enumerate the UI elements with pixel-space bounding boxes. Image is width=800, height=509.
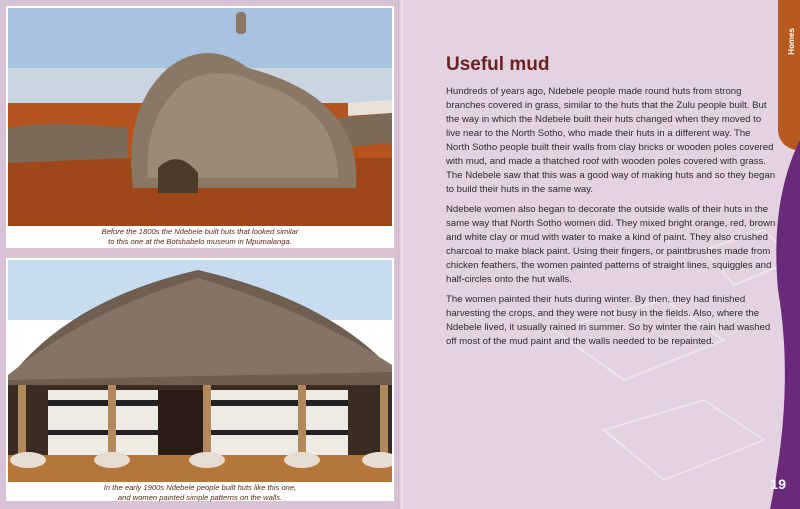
paragraph-2: Ndebele women also began to decorate the outside walls of their huts in the same way that North Sotho women did. They mixed bright orange, red, brown and white clay or mud with water to make a kind of paint. They also crushed charcoal to make black paint. Using their fingers, or paintbrushes made from chicken feathers, the women painted patterns of straight lines, squiggles and half-circles onto the hut walls. [446, 204, 776, 285]
caption-bottom [6, 483, 394, 502]
paragraph-3: The women painted their huts during winter. By then, they had finished harvesting the crops, and they were not busy in the fields. Also, where the Ndebele lived, it usually rained in summer. So by winter the rain had washed off most of the mud paint and the walls needed to be repainted. [446, 294, 771, 347]
caption-bottom-line1: In the early 1900s Ndebele people built huts like this one, [103, 483, 297, 492]
caption-top [6, 227, 394, 246]
photo-painted-hut [8, 260, 392, 482]
section-tab-label: Homes [787, 28, 796, 55]
paragraph-1: Hundreds of years ago, Ndebele people made round huts from strong branches covered in grass, similar to the huts that the Zulu people built. But the way in which the Ndebele built their huts changed when they moved to live near to the North Sotho, who made their huts in a different way. The North Sotho people built their walls from clay bricks or wooden poles covered with mud, and made a thatched roof with wooden poles covered with grass. The Ndebele saw that this was a good way of making huts and so they began to build their huts in the same way. [446, 86, 776, 195]
caption-top-line2: to this one at the Botshabelo museum in Mpumalanga. [108, 236, 292, 246]
caption-top-line1: Before the 1800s the Ndebele built huts that looked similar [101, 227, 299, 236]
photo-frame-top [6, 6, 394, 248]
caption-bottom-line2: and women painted simple patterns on the walls. [117, 492, 283, 502]
photo-frame-bottom [6, 258, 394, 501]
photo-grass-hut [8, 8, 392, 226]
section-tab [778, 0, 800, 150]
page-number: 19 [770, 476, 786, 492]
page-heading: Useful mud [446, 54, 550, 75]
body-text [446, 85, 776, 355]
